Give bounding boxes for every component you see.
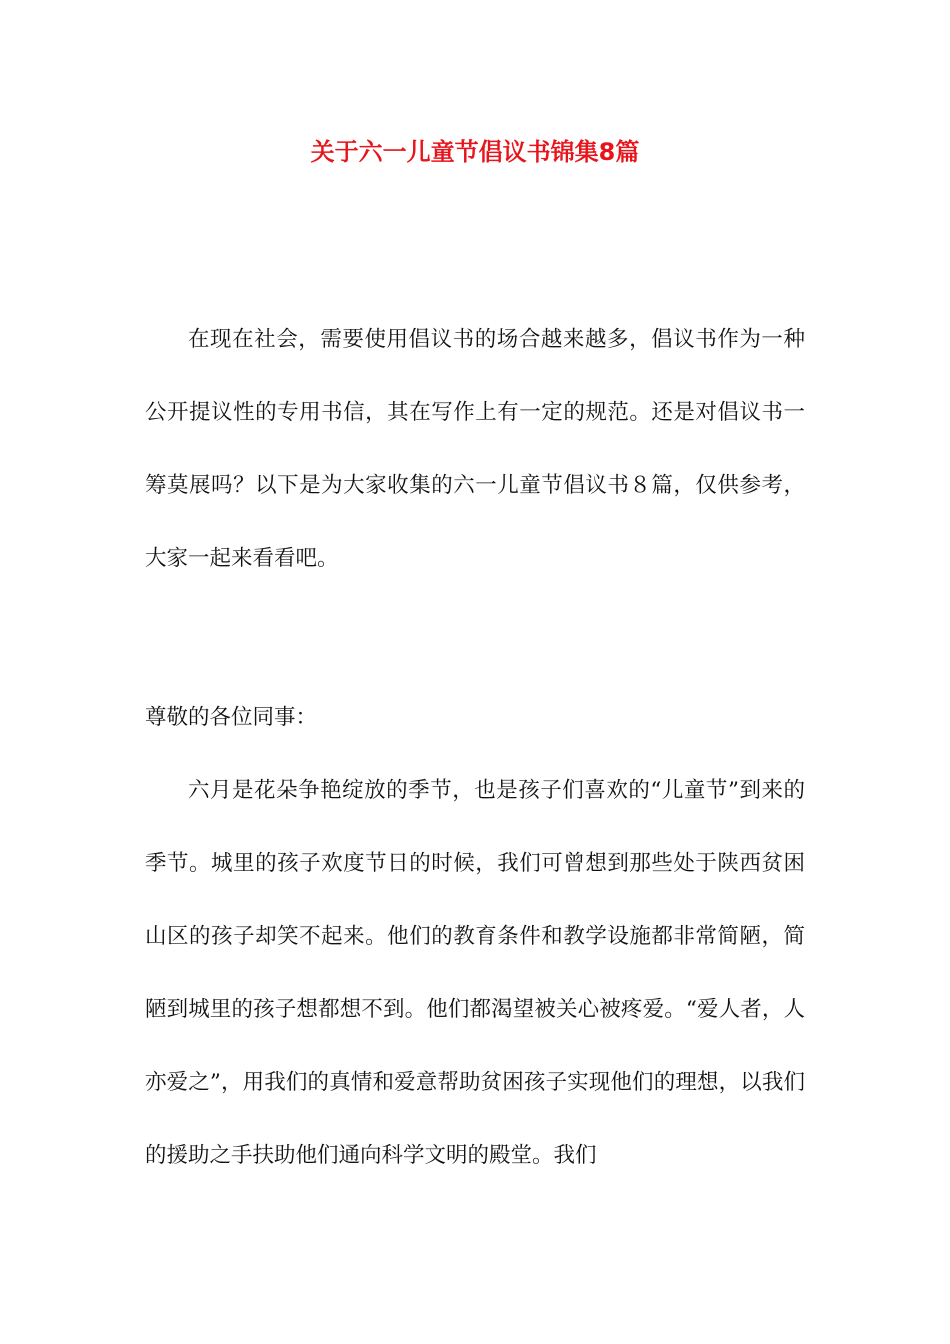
intro-paragraph: 在现在社会，需要使用倡议书的场合越来越多，倡议书作为一种公开提议性的专用书信，其在写作上有一定的规范。还是对倡议书一筹莫展吗？以下是为大家收集的六一儿童节倡议书８篇，仅供参考，大家一起来看看吧。 [145, 327, 805, 571]
document-title: 关于六一儿童节倡议书锦集8篇 [310, 138, 640, 166]
body-paragraph-block [145, 754, 805, 1192]
intro-paragraph-block [145, 303, 805, 595]
salutation: 尊敬的各位同事： [145, 705, 318, 730]
body-paragraph: 六月是花朵争艳绽放的季节，也是孩子们喜欢的“儿童节”到来的季节。城里的孩子欢度节日的时候，我们可曾想到那些处于陕西贫困山区的孩子却笑不起来。他们的教育条件和教学设施都非常简陋，简陋到城里的孩子想都想不到。他们都渴望被关心被疼爱。“爱人者，人亦爱之”，用我们的真情和爱意帮助贫困孩子实现他们的理想，以我们的援助之手扶助他们通向科学文明的殿堂。我们 [145, 778, 805, 1168]
salutation-block [145, 681, 805, 754]
